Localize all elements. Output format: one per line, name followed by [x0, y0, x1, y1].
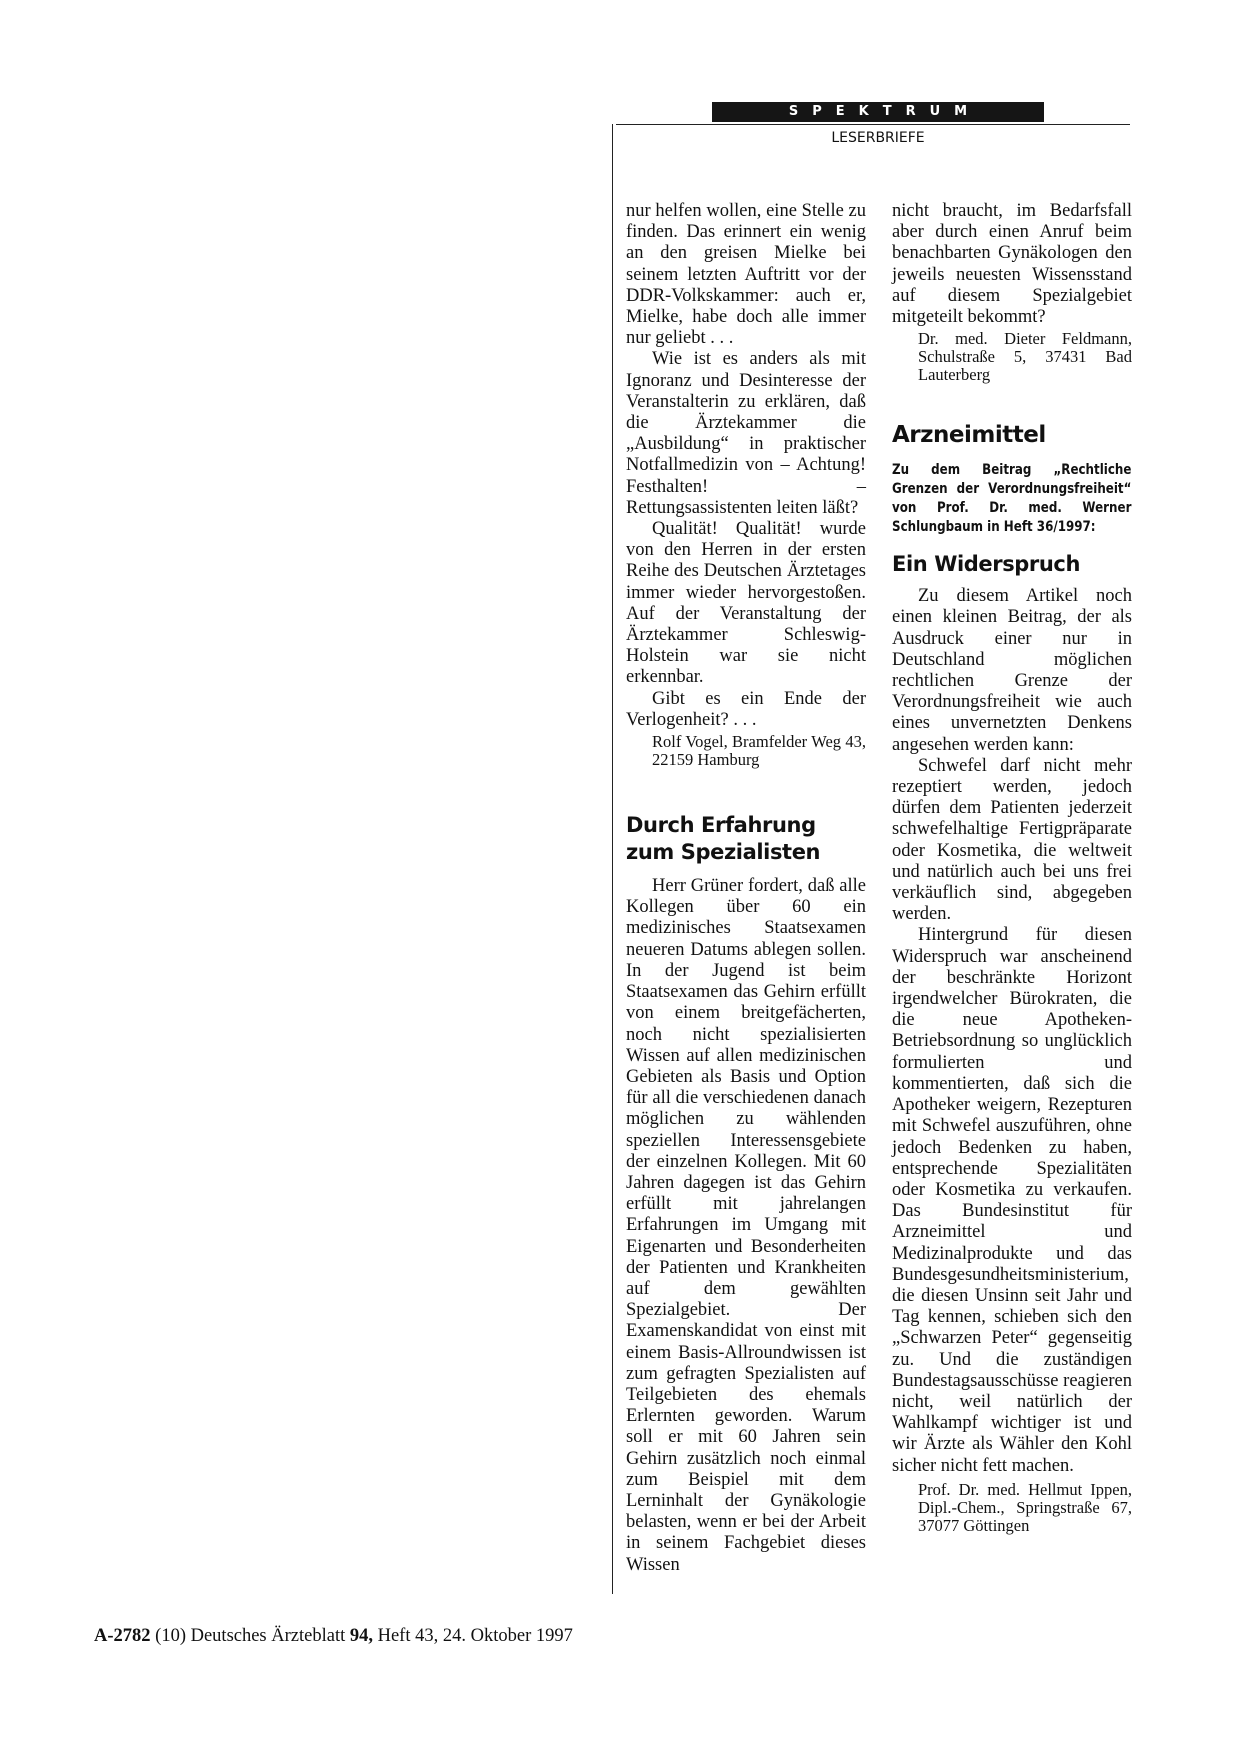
signature: Dr. med. Dieter Feldmann, Schulstraße 5, 37431 Bad Lauterberg — [918, 329, 1132, 385]
subsection-label: LESERBRIEFE — [831, 130, 925, 146]
article-intro: Zu dem Beitrag „Rechtliche Grenzen der Verordnungsfreiheit“ von Prof. Dr. med. Werner Schlungbaum in Heft 36/1997: — [892, 462, 1132, 536]
paragraph: nur helfen wollen, eine Stelle zu finden. Das erinnert ein wenig an den greisen Mielke bei seinem letzten Auftritt vor der DDR-Volkskammer: auch er, Mielke, habe doch alle immer nur geliebt . . . — [626, 201, 866, 349]
issue-date: Heft 43, 24. Oktober 1997 — [377, 1626, 573, 1646]
page-code: A-2782 — [94, 1626, 151, 1646]
section-banner: SPEKTRUM — [712, 102, 1044, 122]
journal-name: (10) Deutsches Ärzteblatt — [155, 1626, 346, 1646]
column-rule — [612, 124, 613, 1594]
signature: Rolf Vogel, Bramfelder Weg 43, 22159 Hamburg — [652, 732, 866, 770]
signature: Prof. Dr. med. Hellmut Ippen, Dipl.-Chem., Springstraße 67, 37077 Göttingen — [918, 1479, 1132, 1535]
column-2 — [892, 201, 1132, 1535]
paragraph: Schwefel darf nicht mehr rezeptiert werden, jedoch dürfen dem Patienten jederzeit schwefelhaltige Fertigpräparate oder Kosmetika, die weltweit und natürlich auch bei uns frei verkäuflich sind, abgegeben werden. — [892, 755, 1132, 925]
article-heading: Durch Erfahrung zum Spezialisten — [626, 813, 821, 865]
column-1 — [626, 201, 866, 1576]
paragraph: nicht braucht, im Bedarfsfall aber durch einen Anruf beim benachbarten Gynäkologen den jeweils neuesten Wissensstand auf diesem Spezialgebiet mitgeteilt bekommt? — [892, 201, 1132, 328]
volume-number: 94, — [349, 1626, 373, 1646]
paragraph: Qualität! Qualität! wurde von den Herren in der ersten Reihe des Deutschen Ärztetages immer wieder hervorgestoßen. Auf der Veranstaltung der Ärztekammer Schleswig-Holstein war sie nicht erkennbar. — [626, 519, 866, 688]
paragraph: Herr Grüner fordert, daß alle Kollegen über 60 ein medizinisches Staatsexamen neueren Datums ablegen sollen. In der Jugend ist beim Staatsexamen das Gehirn erfüllt von einem breitgefächerten, noch nicht spezialisierten Wissen auf allen medizinischen Gebieten als Basis und Option für all die verschiedenen danach möglichen zu wählenden speziellen Interessensgebiete der einzelnen Kollegen. Mit 60 Jahren dagegen ist das Gehirn erfüllt mit jahrelangen Erfahrungen im Umgang mit Eigenarten und Besonderheiten der Patienten und Krankheiten auf dem gewählten Spezialgebiet. Der Examenskandidat von einst mit einem Basis-Allroundwissen ist zum gefragten Spezialisten auf Teilgebieten des ehemals Erlernten geworden. Warum soll er mit 60 Jahren sein Gehirn zusätzlich noch einmal zum Beispiel mit dem Lerninhalt der Gynäkologie belasten, wenn er bei der Arbeit in seinem Fachgebiet dieses Wissen — [626, 876, 866, 1575]
paragraph: Hintergrund für diesen Widerspruch war anscheinend der beschränkte Horizont irgendwelcher Bürokraten, die die neue Apotheken-Betriebsordnung so unglücklich formulierten und kommentierten, daß sich die Apotheker weigern, Rezepturen mit Schwefel auszuführen, ohne jedoch Bedenken zu haben, entsprechende Spezialitäten oder Kosmetika zu verkaufen. Das Bundesinstitut für Arzneimittel und Medizinalprodukte und das Bundesgesundheitsministerium, die diesen Unsinn seit Jahr und Tag kennen, schieben sich den „Schwarzen Peter“ gegenseitig zu. Und die zuständigen Bundestagsausschüsse reagieren nicht, weil natürlich der Wahlkampf wichtiger ist und wir Ärzte als Wähler den Kohl sicher nicht fett machen. — [892, 925, 1132, 1476]
page-footer — [94, 1626, 573, 1647]
header-rule — [616, 124, 1130, 125]
paragraph: Zu diesem Artikel noch einen kleinen Beitrag, der als Ausdruck einer nur in Deutschland möglichen rechtlichen Grenze der Verordnungsfreiheit wie auch eines unvernetzten Denkens angesehen werden kann: — [892, 586, 1132, 755]
article-heading: Ein Widerspruch — [892, 552, 1081, 577]
paragraph: Wie ist es anders als mit Ignoranz und Desinteresse der Veranstalterin zu erklären, daß die Ärztekammer die „Ausbildung“ in praktischer Notfallmedizin von – Achtung! Festhalten! – Rettungsassistenten leiten läßt? — [626, 349, 866, 518]
paragraph: Gibt es ein Ende der Verlogenheit? . . . — [626, 688, 866, 730]
section-title: Arzneimittel — [892, 422, 1046, 449]
